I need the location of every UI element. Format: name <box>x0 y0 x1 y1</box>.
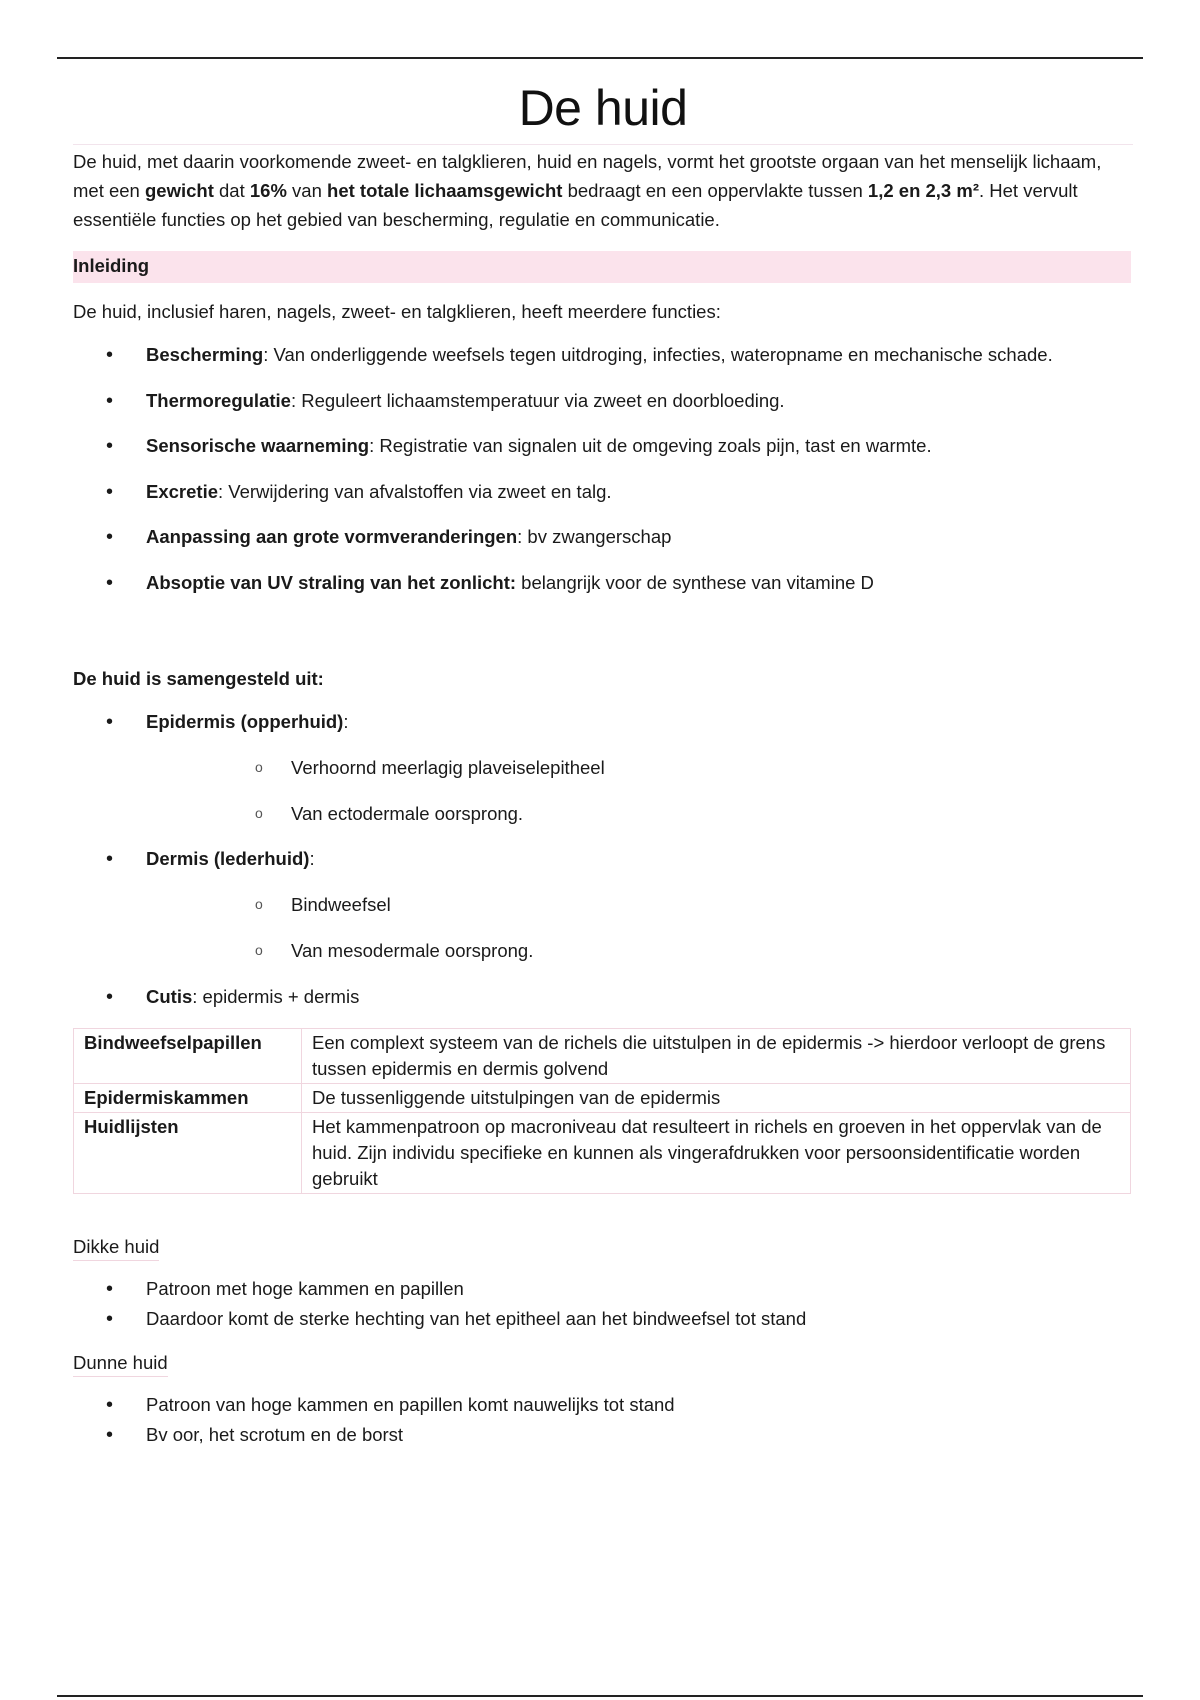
intro-part: van <box>286 180 328 201</box>
item-term: Bescherming <box>146 344 264 365</box>
list-item: • Daardoor komt de sterke hechting van het epitheel aan het bindweefsel tot stand <box>73 1306 1133 1332</box>
composition-list <box>73 709 1133 1010</box>
functions-lead: De huid, inclusief haren, nagels, zweet- en talgklieren, heeft meerdere functies: <box>73 301 721 322</box>
definitions-table <box>73 1028 1131 1194</box>
table-term: Bindweefselpapillen <box>74 1028 302 1083</box>
list-item <box>73 433 1133 459</box>
table-term: Epidermiskammen <box>74 1083 302 1112</box>
dermis-sublist <box>146 892 1133 964</box>
list-item <box>73 388 1133 414</box>
intro-part: dat <box>213 180 250 201</box>
list-item: • Bv oor, het scrotum en de borst <box>73 1422 1133 1448</box>
item-term: Thermoregulatie <box>146 389 291 411</box>
section-heading-inleiding: Inleiding <box>73 251 1131 283</box>
subheading-dikke-huid: Dikke huid <box>73 1234 159 1261</box>
list-item-dermis <box>73 846 1133 964</box>
epidermis-sublist <box>146 755 1133 827</box>
list-item <box>73 570 1133 596</box>
functions-list <box>73 342 1133 596</box>
intro-part-bold: 16% <box>249 180 287 201</box>
list-item: • Patroon met hoge kammen en papillen <box>73 1276 1133 1302</box>
table-desc: Een complext systeem van de richels die uitstulpen in de epidermis -> hierdoor verloopt de grens tussen epidermis en dermis golvend <box>302 1028 1131 1083</box>
item-term: Excretie <box>146 480 218 502</box>
intro-paragraph <box>73 147 1135 234</box>
page-title: De huid <box>518 80 688 136</box>
subheading-dunne-huid: Dunne huid <box>73 1350 168 1377</box>
intro-part: De huid, met daarin voorkomende zweet- en talgklieren, huid en nagels, vormt het grootste orgaan van het menselijk lichaam, met een <box>73 151 1102 201</box>
item-suffix: : <box>343 710 349 732</box>
top-rule <box>57 57 1143 59</box>
item-desc: : epidermis + dermis <box>192 985 360 1007</box>
dunne-huid-list <box>73 1392 1133 1448</box>
dikke-huid-list <box>73 1276 1133 1332</box>
list-item <box>73 524 1133 550</box>
item-desc: : Reguleert lichaamstemperatuur via zweet en doorbloeding. <box>290 389 785 411</box>
bottom-rule <box>57 1695 1143 1697</box>
table-row <box>74 1083 1131 1112</box>
intro-part: . Het vervult essentiële functies op het gebied van bescherming, regulatie en communicatie. <box>73 180 1078 230</box>
table-row <box>74 1112 1131 1193</box>
list-item <box>73 479 1133 505</box>
intro-part: bedraagt en een oppervlakte tussen <box>562 180 868 201</box>
item-term: Cutis <box>146 985 193 1007</box>
intro-part-bold: het totale lichaamsgewicht <box>327 180 563 201</box>
section-heading-composition: De huid is samengesteld uit: <box>73 667 324 689</box>
item-desc: : bv zwangerschap <box>517 526 672 547</box>
table-term: Huidlijsten <box>74 1112 302 1193</box>
item-term: Absoptie van UV straling van het zonlicht: <box>146 571 517 593</box>
list-item <box>73 342 1133 368</box>
sub-list-item: o Bindweefsel <box>146 892 1133 918</box>
item-desc: : Van onderliggende weefsels tegen uitdroging, infecties, wateropname en mechanische schade. <box>263 344 1053 365</box>
item-term: Dermis (lederhuid) <box>146 848 310 869</box>
intro-part-bold: 1,2 en 2,3 m² <box>867 180 979 201</box>
table-desc: De tussenliggende uitstulpingen van de epidermis <box>302 1083 1131 1112</box>
item-term: Epidermis (opperhuid) <box>146 710 344 732</box>
table-desc: Het kammenpatroon op macroniveau dat resulteert in richels en groeven in het oppervlak van de huid. Zijn individu specifieke en kunnen als vingerafdrukken voor persoonsidentificatie worden gebruikt <box>302 1112 1131 1193</box>
list-item-epidermis <box>73 709 1133 827</box>
item-term: Aanpassing aan grote vormveranderingen <box>146 526 518 547</box>
item-desc: : Registratie van signalen uit de omgeving zoals pijn, tast en warmte. <box>369 435 932 456</box>
table-row <box>74 1028 1131 1083</box>
list-item: • Patroon van hoge kammen en papillen komt nauwelijks tot stand <box>73 1392 1133 1418</box>
list-item-cutis <box>73 984 1133 1010</box>
sub-list-item: o Verhoornd meerlagig plaveiselepitheel <box>146 755 1133 781</box>
item-desc: belangrijk voor de synthese van vitamine D <box>516 571 874 593</box>
sub-list-item: o Van ectodermale oorsprong. <box>146 801 1133 827</box>
document-page <box>73 72 1133 1448</box>
sub-list-item: o Van mesodermale oorsprong. <box>146 938 1133 964</box>
item-suffix: : <box>309 848 315 869</box>
intro-part-bold: gewicht <box>145 180 214 201</box>
item-term: Sensorische waarneming <box>146 435 370 456</box>
item-desc: : Verwijdering van afvalstoffen via zweet en talg. <box>218 480 612 502</box>
title-underline <box>73 144 1133 145</box>
